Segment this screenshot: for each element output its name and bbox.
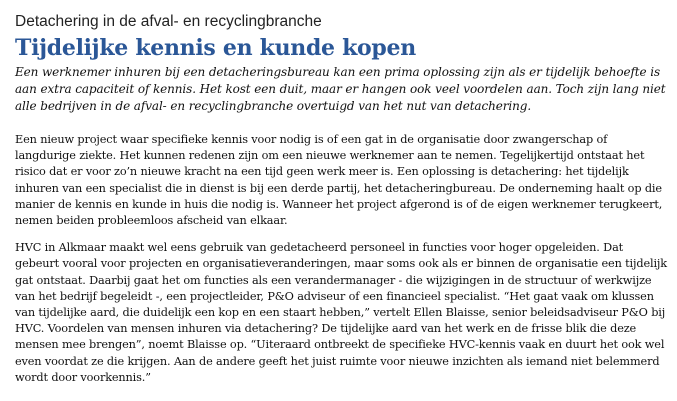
- article: [15, 12, 667, 397]
- article-paragraph: Een nieuw project waar specifieke kennis voor nodig is of een gat in de organisatie door zwangerschap of langdurige ziekte. Het kunnen redenen zijn om een nieuwe werknemer aan te nemen. Tegelijkertijd ontstaat het risico dat er voor zo’n nieuwe kracht na een tijd geen werk meer is. Een oplossing is detachering: het tijdelijk inhuren van een specialist die in dienst is bij een derde partij, het detacheringbureau. De onderneming haalt op die manier de kennis en kunde in huis die nodig is. Wanneer het project afgerond is of de eigen werknemer terugkeert, nemen beiden probleemloos afscheid van elkaar.: [15, 133, 663, 228]
- article-headline: Tijdelijke kennis en kunde kopen: [15, 35, 416, 61]
- article-kicker: Detachering in de afval- en recyclingbranche: [15, 13, 322, 30]
- article-paragraph: HVC in Alkmaar maakt wel eens gebruik van gedetacheerd personeel in functies voor hoger opgeleiden. Dat gebeurt vooral voor projecten en organisatieveranderingen, maar soms ook als er binnen de organisatie een tijdelijk gat ontstaat. Daarbij gaat het om functies als een verandermanager - die wijzigingen in de structuur of werkwijze van het bedrijf begeleidt -, een projectleider, P&O adviseur of een financieel specialist. “Het gaat vaak om klussen van tijdelijke aard, die duidelijk een kop en een staart hebben,” vertelt Ellen Blaisse, senior beleidsadviseur P&O bij HVC. Voordelen van mensen inhuren via detachering? De tijdelijke aard van het werk en de frisse blik die deze mensen mee brengen”, noemt Blaisse op. “Uiteraard ontbreekt de specifieke HVC-kennis vaak en duurt het ook wel even voordat ze die krijgen. Aan de andere geeft het juist ruimte voor nieuwe inzichten als iemand niet belemmerd wordt door voorkennis.”: [15, 241, 667, 384]
- article-intro: Een werknemer inhuren bij een detacheringsbureau kan een prima oplossing zijn als er tijdelijk behoefte is aan extra capaciteit of kennis. Het kost een duit, maar er hangen ook veel voordelen aan. Toch zijn lang niet alle bedrijven in de afval- en recyclingbranche overtuigd van het nut van detachering.: [15, 65, 666, 113]
